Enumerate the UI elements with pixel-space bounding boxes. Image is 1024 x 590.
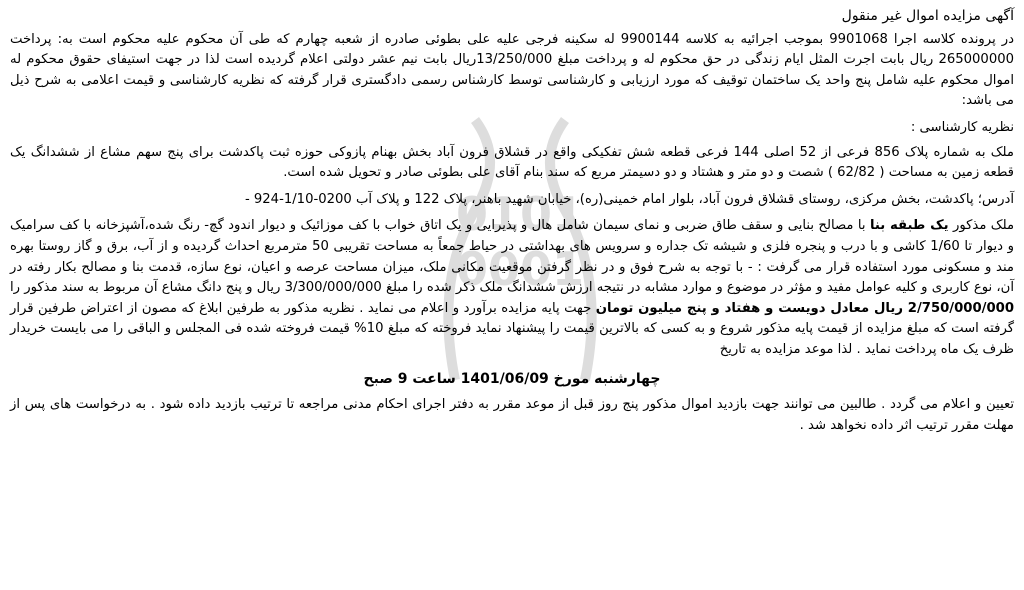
base-price: 2/750/000/000 ریال معادل دویست و هفتاد و پنج میلیون تومان	[595, 300, 1014, 316]
watermark-digits-1: 0101	[455, 187, 585, 241]
notice-title: آگهی مزایده اموال غیر منقول	[841, 8, 1014, 24]
building-text-3: جهت پایه مزایده برآورد و اعلام می نماید . نظریه مذکور به طرفین ابلاغ که مصون از اعتراض طرفین قرار گرفته است که مبلغ مزایده از قیمت پایه مذکور شروع و به کسی که بالاترین قیمت را پیشنهاد نماید فروخته که مبلغ 10% قیمت فروخته شده فی المجلس و الباقی را می بایست خریدار ظرف یک ماه پرداخت نماید . لذا موعد مزایده به تاریخ	[10, 300, 1014, 357]
expert-heading: نظریه کارشناسی :	[910, 119, 1014, 135]
building-floors: یک طبقه بنا	[869, 218, 949, 234]
intro-paragraph: در پرونده کلاسه اجرا 9901068 بموجب اجرائیه به کلاسه 9900144 له سکینه فرجی علیه علی بطوئی صادره از شعبه چهارم که طی آن محکوم علیه محکوم است به: پرداخت 265000000 ریال بابت اجرت المثل ایام زندگی در حق محکوم له و پرداخت مبلغ 13/250/000ریال بابت نیم عشر دولتی اعلام گردیده است لذا در جهت استیفای حقوق محکوم له اموال محکوم علیه شامل پنج واحد یک ساختمان توقیف که مورد ارزیابی و کارشناسی توسط کارشناس رسمی دادگستری قرار گرفته که نظریه کارشناسی و قیمت اعلامی به شرح ذیل می باشد:	[10, 31, 1014, 109]
building-text-2: با مصالح بنایی و سقف طاق ضربی و نمای سیمان شامل هال و پذیرایی و یک اتاق خواب با کف موزائیک و دیوار اندود گچ- رنگ شده،آشپزخانه با کف سرامیک و دیوار تا 1/60 کاشی و با درب و پنجره فلزی و شیشه تک جداره و سرویس های بهداشتی در حیاط جمعاً به مساحت تقریبی 50 مترمربع احداث گردیده و از آب، برق و گاز روستا بهره مند و مسکونی مورد استفاده قرار می گرفت : - با توجه به شرح فوق و در نظر گرفتن موقعیت مکانی ملک، میزان مساحت عرصه و اعیان، نوع سازه، قدمت بنا و مصالح بکار رفته در آن، نوع کاربری و کلیه عوامل مفید و مؤثر در موضوع و موارد مشابه در نتیجه ارزش ششدانگ ملک ذکر شده را مبلغ 3/300/000/000 ریال و پنج دانگ مشاع آن مربوط به سند مذکور را	[10, 218, 1014, 296]
auction-date: چهارشنبه مورخ 1401/06/09 ساعت 9 صبح	[363, 370, 661, 387]
property-address: آدرس؛ پاکدشت، بخش مرکزی، روستای قشلاق فرون آباد، بلوار امام خمینی(ره)، خیابان شهید باهنر، پلاک 122 و پلاک آب 0200-1/10-924 -	[244, 191, 1014, 207]
building-text-1: ملک مذکور	[952, 218, 1015, 234]
building-description	[10, 216, 1014, 360]
closing-paragraph: تعیین و اعلام می گردد . طالبین می توانند جهت بازدید اموال مذکور پنج روز قبل از موعد مقرر به دفتر اجرای احکام مدنی مراجعه تا ترتیب بازدید داده شود . به درخواست های پس از مهلت مقرر ترتیب اثر داده نخواهد شد .	[10, 397, 1014, 433]
watermark-digits-2: 0001	[455, 242, 585, 296]
property-description: ملک به شماره پلاک 856 فرعی از 52 اصلی 144 فرعی قطعه شش تفکیکی واقع در قشلاق فرون آباد بخش بهنام پازوکی حوزه ثبت پاکدشت برای پنج سهم مشاع از ششدانگ یک قطعه زمین به مساحت ( 62/82 ) شصت و دو متر و هشتاد و دو دسیمتر مربع که سند بنام آقای علی بطوئی صادر و تحویل شده است.	[10, 144, 1014, 181]
